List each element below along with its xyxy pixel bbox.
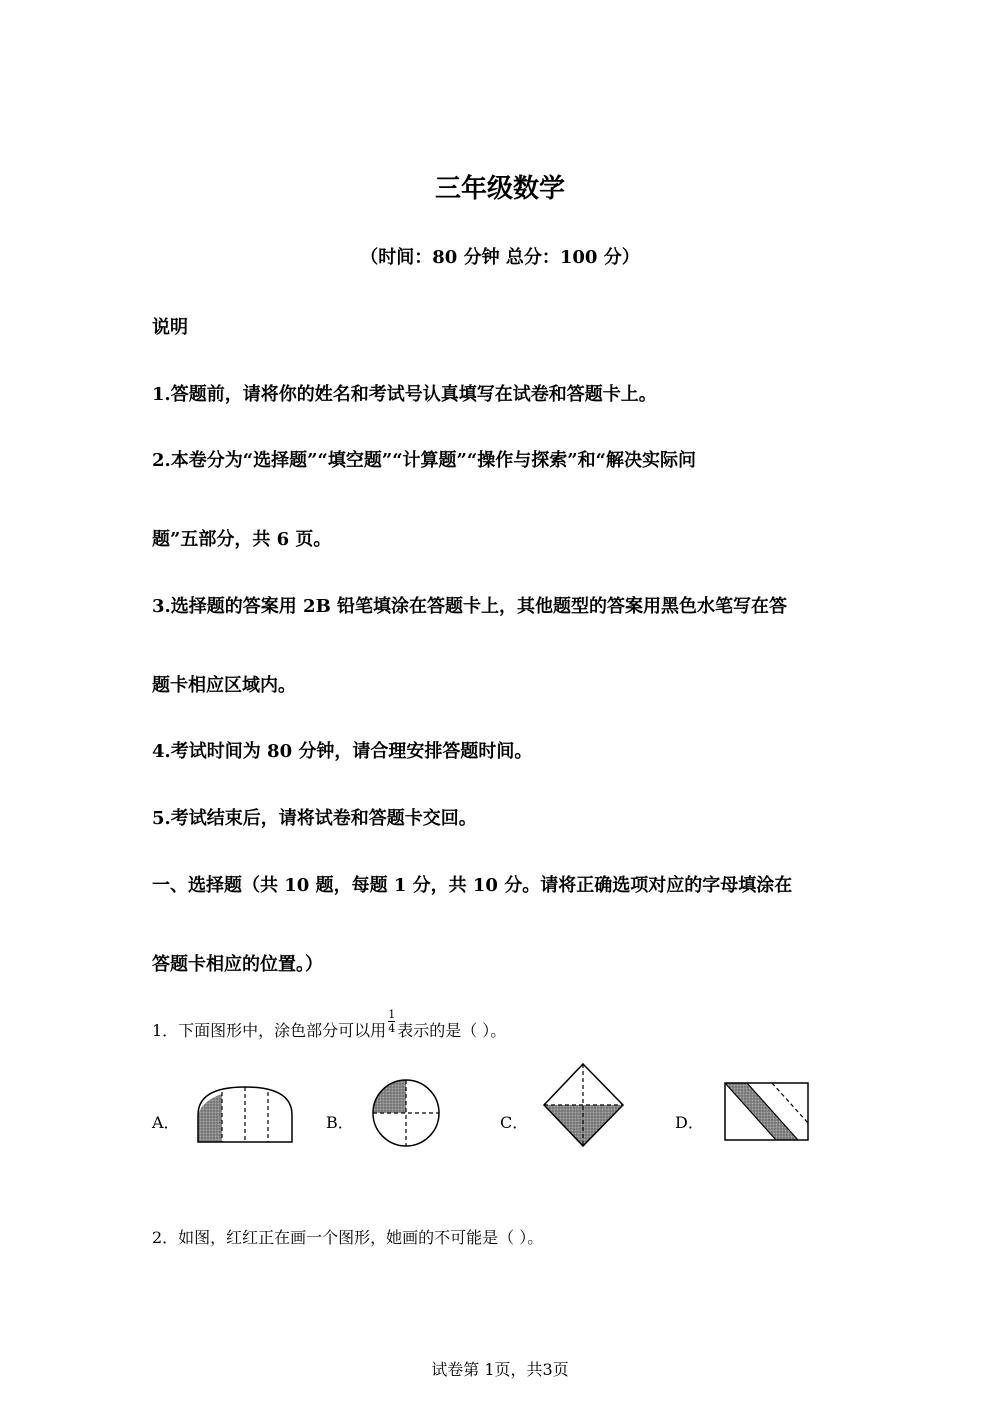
question-2: 2．如图，红红正在画一个图形，她画的不可能是（ ）。 <box>152 1228 544 1247</box>
question-text: 表示的是（ ）。 <box>397 1021 507 1040</box>
page-footer: 试卷第 1页，共3页 <box>431 1360 569 1379</box>
option-c-label: C． <box>500 1113 529 1132</box>
option-b-label: B． <box>326 1113 354 1132</box>
instruction-line: 3.选择题的答案用 2B 铅笔填涂在答题卡上，其他题型的答案用黑色水笔写在答 <box>152 596 788 617</box>
question-text: 1．下面图形中，涂色部分可以用 <box>152 1021 387 1040</box>
instructions-heading: 说明 <box>152 317 188 338</box>
section-heading: 一、选择题（共 10 题，每题 1 分，共 10 分。请将正确选项对应的字母填涂在 <box>152 875 793 896</box>
instruction-line: 题卡相应区域内。 <box>152 675 296 696</box>
fraction-denominator: 4 <box>388 1022 396 1035</box>
option-a-label: A． <box>152 1113 180 1132</box>
option-d-figure <box>725 1083 808 1140</box>
option-d-label: D． <box>675 1113 704 1132</box>
instruction-line: 题”五部分，共 6 页。 <box>152 529 332 550</box>
option-c-figure <box>544 1064 623 1146</box>
instruction-line: 1.答题前，请将你的姓名和考试号认真填写在试卷和答题卡上。 <box>152 384 657 405</box>
instruction-line: 2.本卷分为“选择题”“填空题”“计算题”“操作与探索”和“解决实际问 <box>152 450 696 471</box>
exam-info: （时间：80 分钟 总分：100 分） <box>360 247 640 268</box>
page-title: 三年级数学 <box>434 174 565 204</box>
option-b-figure <box>373 1080 439 1146</box>
fraction-numerator: 1 <box>388 1008 396 1021</box>
instruction-line: 5.考试结束后，请将试卷和答题卡交回。 <box>152 808 477 829</box>
option-a-figure <box>198 1087 292 1142</box>
instruction-line: 4.考试时间为 80 分钟，请合理安排答题时间。 <box>152 741 533 762</box>
section-heading: 答题卡相应的位置。） <box>152 954 323 975</box>
